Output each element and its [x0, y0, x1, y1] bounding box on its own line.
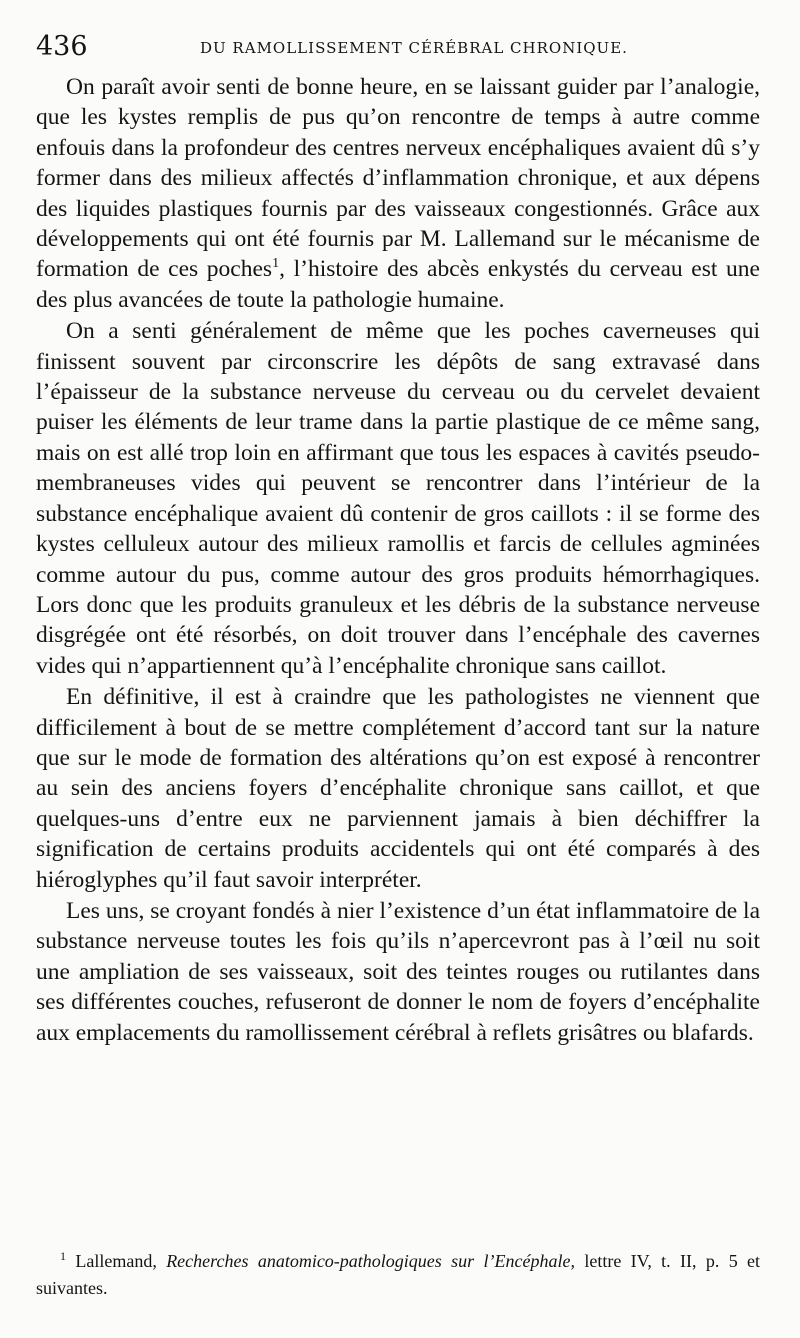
paragraph-1-text-continued: , l’histoire des abcès enkystés du cerveau est une des plus avancées de toute la pathologie humaine. — [36, 256, 760, 313]
running-title: DU RAMOLLISSEMENT CÉRÉBRAL CHRONIQUE. — [200, 39, 628, 57]
paragraph-3: En définitive, il est à craindre que les pathologistes ne viennent que difficilement à bout de se mettre complétement d’accord tant sur la nature que sur le mode de formation des altérations qu’on est exposé à rencontrer au sein des anciens foyers d’encéphalite chronique sans caillot, et que quelques-uns d’entre eux ne parviennent jamais à bien déchiffrer la signification de certains produits accidentels qui ont été comparés à des hiéroglyphes qu’il faut savoir interpréter. — [36, 684, 760, 893]
footnote-reference[interactable]: 1 — [272, 256, 280, 272]
footnote-reference-text: lettre IV, t. II, p. 5 et suivantes. — [36, 1251, 761, 1298]
footnote-number: 1 — [60, 1249, 66, 1263]
paragraph-1-text: On paraît avoir senti de bonne heure, en se laissant guider par l’analogie, que les kystes remplis de pus qu’on rencontre de temps à autre comme enfouis dans la profondeur des centres nerveux encéphaliques avaient dû s’y former dans des milieux affectés d’inflammation chronique, et aux dépens des liquides plastiques fournis par des vaisseaux congestionnés. Grâce aux développements qui ont été fournis par M. Lallemand sur le mécanisme de formation de ces poches — [36, 74, 760, 283]
footnote — [36, 1248, 760, 1302]
paragraph-1 — [36, 72, 760, 315]
paragraph-4: Les uns, se croyant fondés à nier l’existence d’un état inflammatoire de la substance nerveuse toutes les fois qu’ils n’apercevront pas à l’œil nu soit une ampliation de ses vaisseaux, soit des teintes rouges ou rutilantes dans ses différentes couches, refuseront de donner le nom de foyers d’encéphalite aux emplacements du ramollissement cérébral à reflets grisâtres ou blafards. — [36, 897, 760, 1046]
page-header — [36, 33, 764, 73]
page-number: 436 — [36, 31, 88, 62]
footnote-author: Lallemand, — [75, 1251, 157, 1271]
paragraph-2: On a senti généralement de même que les poches caverneuses qui finissent souvent par circonscrire les dépôts de sang extravasé dans l’épaisseur de la substance nerveuse du cerveau ou du cervelet devaient puiser les éléments de leur trame dans la partie plastique de ce même sang, mais on est allé trop loin en affirmant que tous les espaces à cavités pseudo-membraneuses vides qui peuvent se rencontrer dans l’intérieur de la substance encéphalique avaient dû contenir de gros caillots : il se forme des kystes celluleux autour des milieux ramollis et farcis de cellules agminées comme autour du pus, comme autour des gros produits hémorrhagiques. Lors donc que les produits granuleux et les débris de la substance nerveuse disgrégée ont été résorbés, on doit trouver dans l’encéphale des cavernes vides qui n’appartiennent qu’à l’encéphalite chronique sans caillot. — [36, 318, 760, 679]
footnote-title: Recherches anatomico-pathologiques sur l’Encéphale, — [166, 1251, 575, 1271]
main-text — [36, 72, 760, 1048]
